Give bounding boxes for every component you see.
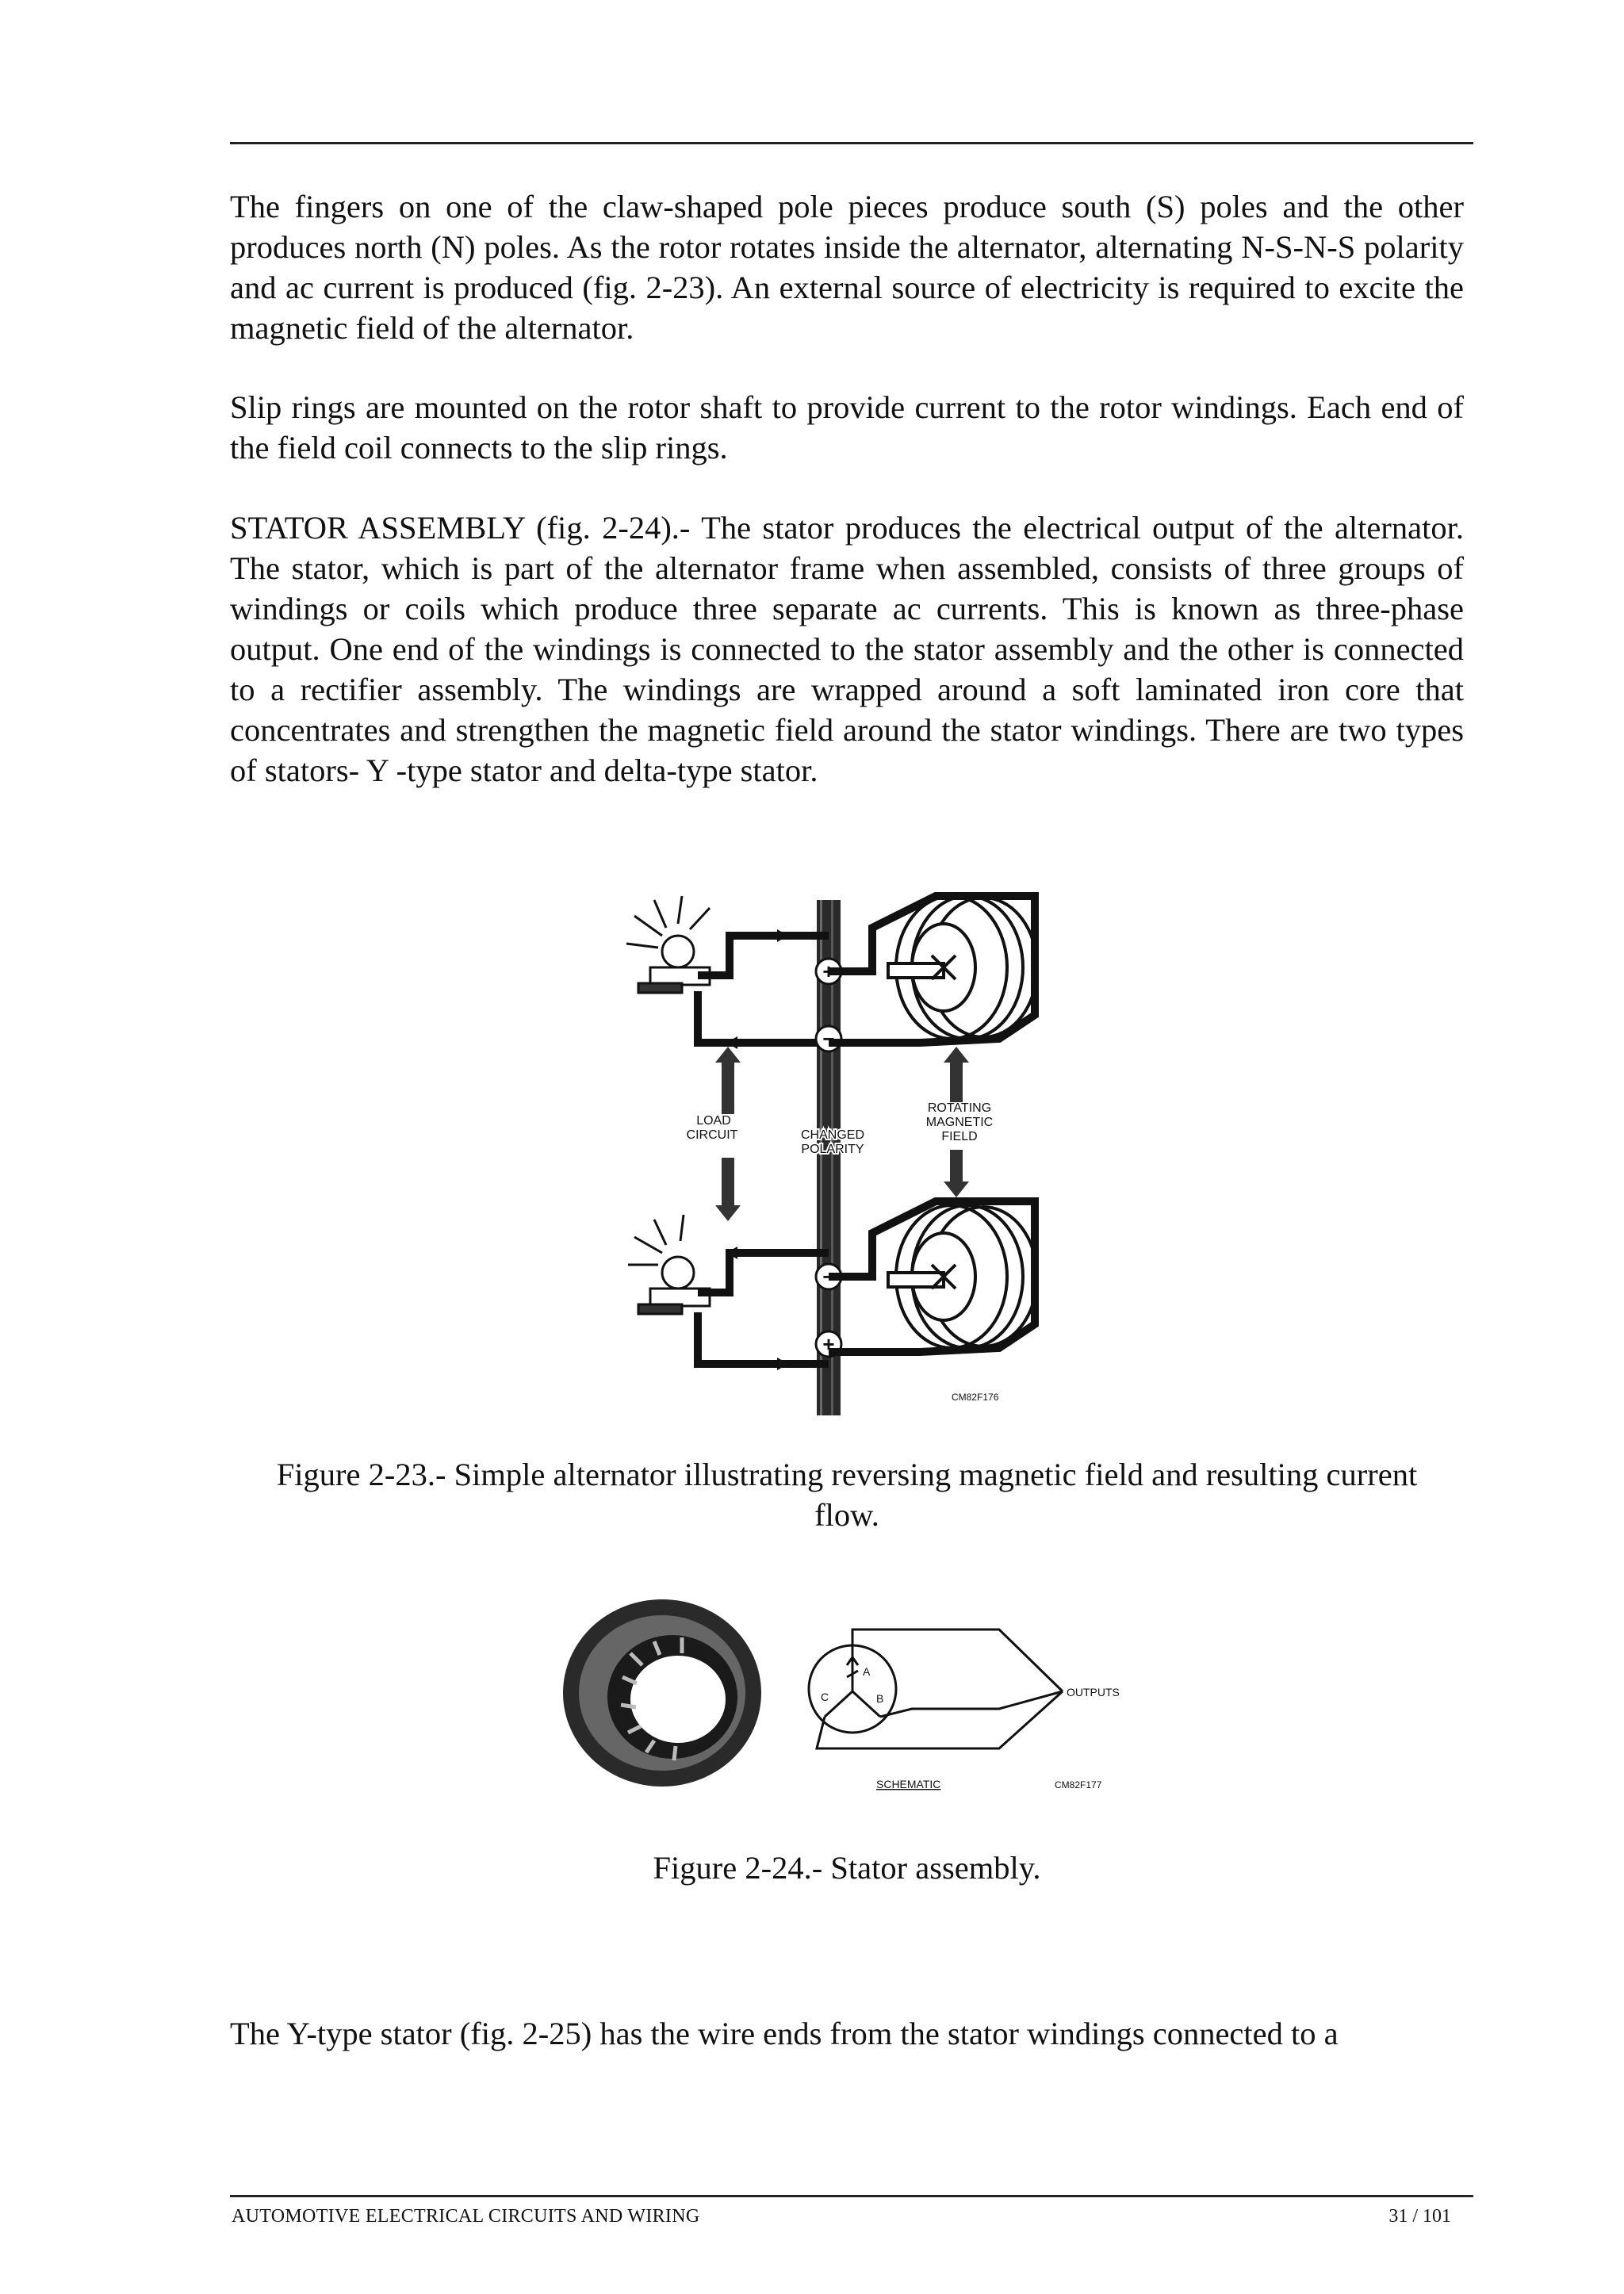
minus-bottom-label: −: [822, 1265, 835, 1289]
footer-rule: [230, 2195, 1473, 2197]
phase-a-label: A: [863, 1665, 871, 1678]
figure-2-23-illustration: [619, 880, 1047, 1419]
figure-2-24-illustration: [555, 1590, 1142, 1820]
plus-bottom-label: +: [822, 1332, 835, 1356]
phase-b-label: B: [876, 1692, 884, 1705]
paragraph-slip-rings: Slip rings are mounted on the rotor shaft to provide current to the rotor windings. Each end of the field coil connects to the slip rings.: [230, 389, 1464, 465]
header-rule: [230, 142, 1473, 144]
figure-2-23-caption: Figure 2-23.- Simple alternator illustrating reversing magnetic field and resulting current flow.: [276, 1457, 1418, 1533]
schematic-label: SCHEMATIC: [876, 1778, 941, 1790]
figure-2-24-code: CM82F177: [1055, 1779, 1102, 1790]
plus-top-label: +: [822, 959, 835, 983]
page-number: 31 / 101: [1388, 2206, 1451, 2227]
rotor-top-icon: [888, 896, 1037, 1039]
figure-2-24-caption: Figure 2-24.- Stator assembly.: [653, 1850, 1041, 1886]
field-label-line3: FIELD: [941, 1130, 978, 1143]
paragraph-stator-assembly: STATOR ASSEMBLY (fig. 2-24).- The stator produces the electrical output of the alternator. The stator, which is part of the alternator frame when assembled, consists of three groups of windings or coils which produce three separate ac currents. This is known as three-phase output. One end of the windings is connected to the stator assembly and the other is connected to a rectifier assembly. The windings are wrapped around a soft laminated iron core that concentrates and strengthen the magnetic field around the stator windings. There are two types of stators- Y -type stator and delta-type stator.: [230, 510, 1464, 788]
lamp-bottom-icon: [628, 1215, 710, 1314]
paragraph-y-type-stator: The Y-type stator (fig. 2-25) has the wire ends from the stator windings connected to a: [230, 2016, 1339, 2051]
phase-c-label: C: [821, 1691, 829, 1703]
rotor-bottom-icon: [888, 1205, 1037, 1348]
polarity-label-line1: CHANGED: [800, 1128, 865, 1142]
paragraph-claw-poles: The fingers on one of the claw-shaped pole pieces produce south (S) poles and the other produces north (N) poles. As the rotor rotates inside the alternator, alternating N-S-N-S polarity and ac current is produced (fig. 2-23). An external source of electricity is required to excite the magnetic field of the alternator.: [230, 189, 1464, 346]
load-label-line2: CIRCUIT: [686, 1128, 738, 1142]
polarity-label-line2: POLARITY: [801, 1143, 864, 1156]
footer-title: AUTOMOTIVE ELECTRICAL CIRCUITS AND WIRING: [232, 2206, 700, 2227]
field-label-line2: MAGNETIC: [925, 1116, 994, 1129]
field-label-line1: ROTATING: [927, 1101, 992, 1115]
schematic-diagram: [809, 1630, 1063, 1748]
lamp-top-icon: [626, 896, 710, 993]
figure-2-23-code: CM82F176: [952, 1392, 999, 1403]
outputs-label: OUTPUTS: [1067, 1686, 1120, 1698]
stator-ring-icon: [563, 1599, 761, 1787]
load-label-line1: LOAD: [696, 1114, 731, 1128]
minus-top-label: −: [822, 1027, 835, 1051]
